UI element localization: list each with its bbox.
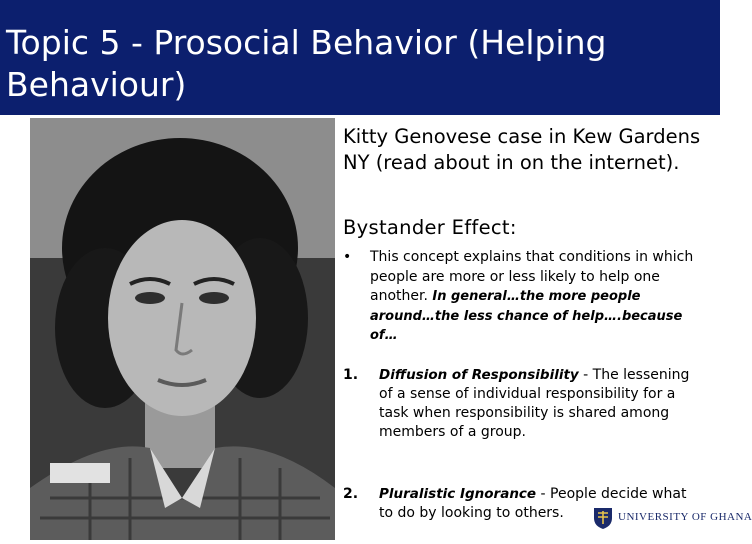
university-logo (560, 505, 752, 531)
portrait-illustration (30, 118, 335, 540)
point-term: Pluralistic Ignorance (379, 486, 537, 502)
bullet-marker: • (343, 249, 352, 265)
point-text: - The lessening of a sense of individual responsibility for a task when responsibility is shared among members of a group. (379, 367, 690, 440)
point-number: 2. (343, 486, 359, 502)
bullet-emphasis: In general…the more people around…the less chance of help….because of… (370, 289, 683, 343)
point-text: - People decide what to do by looking to others. (379, 486, 687, 521)
bullet-text: This concept explains that conditions in which people are more or less likely to help one another. (370, 249, 694, 304)
section-heading: Bystander Effect: (343, 216, 517, 239)
point-content (379, 366, 701, 442)
point-number: 1. (343, 367, 359, 383)
university-name: UNIVERSITY OF GHANA (618, 511, 752, 523)
slide-title: Topic 5 - Prosocial Behavior (Helping Behaviour) (6, 23, 607, 104)
university-crest-icon (592, 506, 614, 530)
intro-text: Kitty Genovese case in Kew Gardens NY (read about in on the internet). (343, 125, 701, 174)
point-term: Diffusion of Responsibility (379, 367, 579, 383)
bullet-content (370, 248, 705, 346)
portrait-photo (30, 118, 335, 540)
title-bar (0, 0, 720, 115)
